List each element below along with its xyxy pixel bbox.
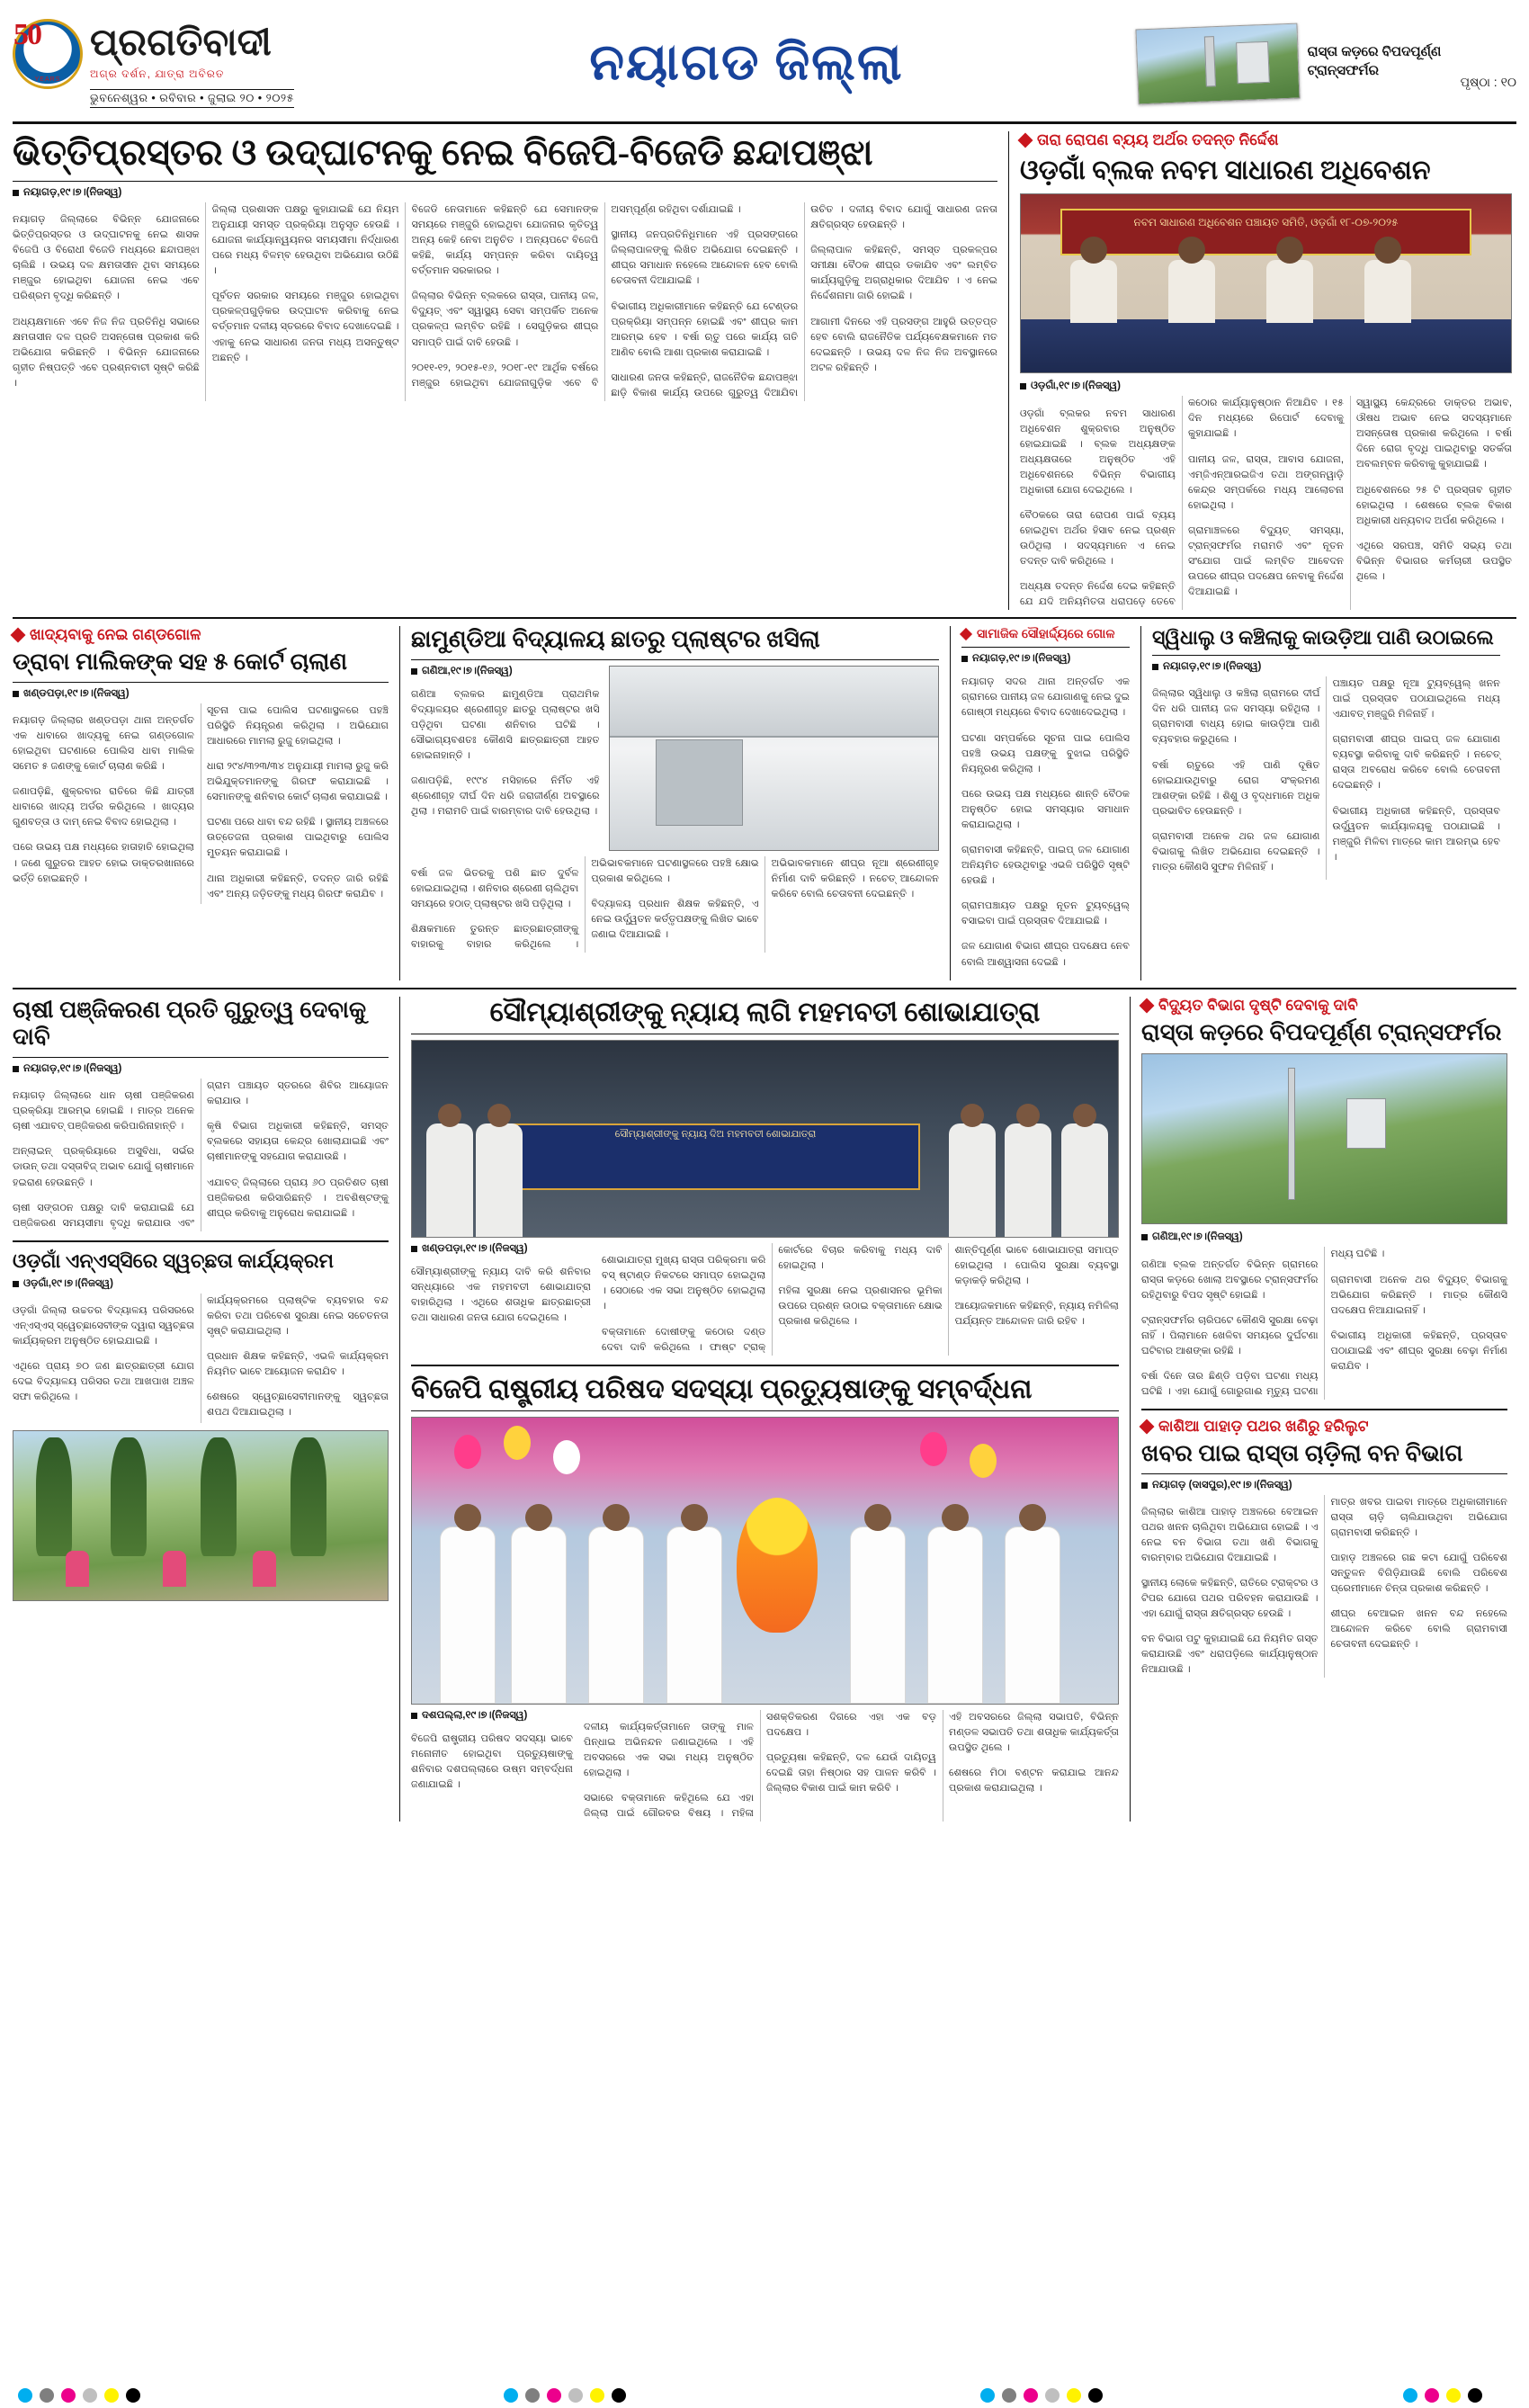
byline-bullet-icon	[13, 1281, 19, 1287]
paragraph: ଜଣାପଡ଼ିଛି, ୧୯୯୪ ମସିହାରେ ନିର୍ମିତ ଏହି ଶ୍ରେଣୀଗୃହ ଦୀର୍ଘ ଦିନ ଧରି ଜରାଜୀର୍ଣ୍ଣ ଅବସ୍ଥାରେ ଥିଲା । ମରାମତି ପାଇଁ ବାରମ୍ବାର ଦାବି ହେଉଥିଲା ।	[411, 775, 600, 818]
photo-person	[1266, 260, 1313, 323]
paragraph: ଧାରା ୨୯୪/୩୨୩/୩୪ ଅନୁଯାୟୀ ମାମଲା ରୁଜୁ କରି ଅଭିଯୁକ୍ତମାନଙ୍କୁ ଗିରଫ କରାଯାଇଛି । ସେମାନଙ୍କୁ ଶନିବାର କୋର୍ଟ ଚାଲାଣ କରାଯାଇଛି ।	[207, 761, 389, 803]
paragraph: ଏଯାବତ୍ ଜିଲ୍ଲାରେ ପ୍ରାୟ ୬୦ ପ୍ରତିଶତ ଚାଷୀ ପଞ୍ଜିକରଣ କରିସାରିଛନ୍ତି । ଅବଶିଷ୍ଟଙ୍କୁ ଶୀଘ୍ର କରିବାକୁ ଅନୁରୋଧ କରାଯାଇଛି ।	[207, 1177, 389, 1219]
rally-body	[602, 1243, 1119, 1355]
paragraph: ବକ୍ତାମାନେ ଦୋଷୀଙ୍କୁ କଠୋର ଦଣ୍ଡ ଦେବା ଦାବି କରିଥିଲେ । ଫାଷ୍ଟ ଟ୍ରାକ୍ କୋର୍ଟରେ ବିଚାର କରିବାକୁ ମଧ୍ୟ ଦାବି ହୋଇଥିଲା ।	[602, 1245, 943, 1353]
byline-bullet-icon	[1152, 664, 1158, 670]
plaster-body	[411, 856, 939, 953]
lead-body	[13, 202, 997, 401]
nss-story	[13, 1249, 389, 1601]
byline-bullet-icon	[1020, 383, 1026, 389]
forest-byline-text: ନୟାଗଡ଼ (ଦାସପୁର),୧୯।୭।(ନିଜସ୍ୱ)	[1152, 1479, 1292, 1490]
nss-photo	[13, 1430, 389, 1601]
water-kicker-text: ସାମାଜିକ ସୌହାର୍ଦ୍ଦ୍ୟରେ ଗୋଳ	[977, 626, 1115, 641]
forest-byline	[1141, 1480, 1507, 1491]
transformer-kicker	[1141, 997, 1507, 1015]
top-band	[13, 131, 1516, 610]
lead-byline-text: ନୟାଗଡ଼,୧୯।୭।(ନିଜସ୍ୱ)	[23, 187, 122, 199]
paragraph: ବିଜେଡି ନେତାମାନେ କହିଛନ୍ତି ଯେ ସେମାନଙ୍କ ସମୟରେ ମଞ୍ଜୁରି ହୋଇଥିବା ଯୋଜନାର କୃତିତ୍ୱ ଅନ୍ୟ କେହି ନେବା ଅନୁଚିତ । ଅନ୍ୟପଟେ ବିଜେପି କହିଛି, କାର୍ଯ୍ୟ ସମ୍ପନ୍ନ କରିବା ଦାୟିତ୍ୱ ବର୍ତ୍ତମାନ ସରକାରର ।	[411, 204, 599, 277]
paragraph: ବର୍ଷା ଦିନେ ତାର ଛିଣ୍ଡି ପଡ଼ିବା ଘଟଣା ମଧ୍ୟ ଘଟିଛି । ଏହା ଯୋଗୁଁ ଗୋରୁଗାଈ ମୃତ୍ୟୁ ଘଟଣା ମଧ୍ୟ ଘଟିଛି ।	[1141, 1249, 1385, 1398]
byline-bullet-icon	[411, 1246, 417, 1252]
felicitation-byline-text: ଦଶପଲ୍ଲା,୧୯।୭।(ନିଜସ୍ୱ)	[422, 1709, 528, 1721]
paragraph: ଗ୍ରାମବାସୀ ଶୀଘ୍ର ପାଇପ୍ ଜଳ ଯୋଗାଣ ବ୍ୟବସ୍ଥା କରିବାକୁ ଦାବି କରିଛନ୍ତି । ନଚେତ୍ ରାସ୍ତା ଅବରୋଧ କରିବେ ବୋଲି ଚେତାବନୀ ଦେଇଛନ୍ତି ।	[1332, 734, 1500, 792]
paragraph: ବିଦ୍ୟାଳୟ ପ୍ରଧାନ ଶିକ୍ଷକ କହିଛନ୍ତି, ଏ ନେଇ ଉର୍ଦ୍ଧ୍ୱତନ କର୍ତ୍ତୃପକ୍ଷଙ୍କୁ ଲିଖିତ ଭାବେ ଜଣାଇ ଦିଆଯାଇଛି ।	[591, 899, 759, 941]
court-byline	[13, 688, 389, 700]
center-stack	[399, 997, 1119, 1822]
paragraph: ବୈଠକରେ ତାରା ରୋପଣ ପାଇଁ ବ୍ୟୟ ହୋଇଥିବା ଅର୍ଥର ହିସାବ ନେଇ ପ୍ରଶ୍ନ ଉଠିଥିଲା । ସଦସ୍ୟମାନେ ଏ ନେଇ ତଦନ୍ତ ଦାବି କରିଥିଲେ ।	[1020, 509, 1176, 567]
brand-block	[90, 19, 294, 108]
felicitation-body-left	[411, 1732, 573, 1793]
pipe-headline: ସ୍ୱିଧାଲୁ ଓ କଞ୍ଚିଲାକୁ କାଉଡ଼ିଆ ପାଣି ଉଠାଇଲେ	[1152, 626, 1494, 649]
paragraph: ଶିକ୍ଷକମାନେ ତୁରନ୍ତ ଛାତ୍ରଛାତ୍ରୀଙ୍କୁ ବାହାରକୁ ବାହାର କରିଥିଲେ । ଅଭିଭାବକମାନେ ଘଟଣାସ୍ଥଳରେ ପହଞ୍ଚି କ୍ଷୋଭ ପ୍ରକାଶ କରିଥିଲେ ।	[411, 857, 759, 951]
paragraph: ବନ ବିଭାଗ ପଟୁ କୁହାଯାଇଛି ଯେ ନିୟମିତ ଗସ୍ତ କରାଯାଉଛି ଏବଂ ଧରାପଡ଼ିଲେ କାର୍ଯ୍ୟାନୁଷ୍ଠାନ ନିଆଯାଉଛି ।	[1141, 1634, 1319, 1676]
paragraph: ମାତ୍ର ଖବର ପାଇବା ମାତ୍ରେ ଅଧିକାରୀମାନେ ରାସ୍ତା ଚାଡ଼ି ଚାଲିଯାଉଥିବା ଅଭିଯୋଗ ଗ୍ରାମବାସୀ କରିଛନ୍ତି ।	[1330, 1496, 1507, 1538]
paragraph: ଅଧ୍ୟକ୍ଷ ତଦନ୍ତ ନିର୍ଦ୍ଦେଶ ଦେଇ କହିଛନ୍ତି ଯେ ଯଦି ଅନିୟମିତତା ଧରାପଡ଼େ ତେବେ କଠୋର କାର୍ଯ୍ୟାନୁଷ୍ଠାନ ନିଆଯିବ । ୧୫ ଦିନ ମଧ୍ୟରେ ରିପୋର୍ଟ ଦେବାକୁ କୁହାଯାଇଛି ।	[1020, 398, 1344, 608]
transformer-story	[1141, 997, 1507, 1400]
court-byline-text: ଖଣ୍ଡପଡ଼ା,୧୯।୭।(ନିଜସ୍ୱ)	[23, 687, 130, 699]
paragraph: ନୟାଗଡ଼ ଜିଲ୍ଲାର ଖଣ୍ଡପଡ଼ା ଥାନା ଅନ୍ତର୍ଗତ ଏକ ଧାବାରେ ଖାଦ୍ୟକୁ ନେଇ ଗଣ୍ଡଗୋଳ ହୋଇଥିବା ଘଟଣାରେ ପୋଲିସ ଧାବା ମାଲିକ ସମେତ ୫ ଜଣଙ୍କୁ କୋର୍ଟ ଚାଲାଣ କରିଛି ।	[13, 715, 194, 773]
paragraph: ଗ୍ରାମବାସୀ ଅନେକ ଥର ଜଳ ଯୋଗାଣ ବିଭାଗକୁ ଲିଖିତ ଅଭିଯୋଗ ଦେଇଛନ୍ତି । ମାତ୍ର କୌଣସି ସୁଫଳ ମିଳିନାହିଁ ।	[1152, 830, 1320, 873]
masthead-photo	[1135, 22, 1300, 104]
panchayat-kicker	[1020, 131, 1512, 149]
paragraph: ଅନ୍‌ଲାଇନ୍ ପ୍ରକ୍ରିୟାରେ ଅସୁବିଧା, ସର୍ଭର ଡାଉନ୍ ତଥା ଦସ୍ତାବିଜ୍ ଅଭାବ ଯୋଗୁଁ ଚାଷୀମାନେ ହଇରାଣ ହେଉଛନ୍ତି ।	[13, 1146, 194, 1188]
paragraph: ପୂର୍ବତନ ସରକାର ସମୟରେ ମଞ୍ଜୁର ହୋଇଥିବା ପ୍ରକଳ୍ପଗୁଡ଼ିକର ଉଦ୍‌ଘାଟନ କରିବାକୁ ନେଇ ବର୍ତ୍ତମାନ ଦଳୀୟ ସ୍ତରରେ ବିବାଦ ଦେଖାଦେଇଛି । ଏହାକୁ ନେଇ ସାଧାରଣ ଜନତା ମଧ୍ୟ ଅସନ୍ତୁଷ୍ଟ ଅଛନ୍ତି ।	[211, 291, 399, 363]
paragraph: ଶୋଭାଯାତ୍ରା ମୁଖ୍ୟ ରାସ୍ତା ପରିକ୍ରମା କରି ବସ୍ ଷ୍ଟାଣ୍ଡ ନିକଟରେ ସମାପ୍ତ ହୋଇଥିଲା । ସେଠାରେ ଏକ ସଭା ଅନୁଷ୍ଠିତ ହୋଇଥିଲା ।	[602, 1255, 766, 1312]
rally-body-left	[411, 1265, 591, 1326]
plaster-byline	[411, 666, 600, 677]
court-headline: ଡ୍ରାବା ମାଲିକଙ୍କ ସହ ୫ କୋର୍ଟ ଚାଲାଣ	[13, 649, 348, 676]
paragraph: ସ୍ଥାନୀୟ ଲୋକେ କହିଛନ୍ତି, ରାତିରେ ଟ୍ରାକ୍ଟର ଓ ଟିପର ଯୋଗେ ପଥର ପରିବହନ କରାଯାଉଛି । ଏହା ଯୋଗୁଁ ରାସ୍ତା କ୍ଷତିଗ୍ରସ୍ତ ହେଉଛି ।	[1141, 1578, 1319, 1620]
paragraph: ସାଧାରଣ ଜନତା କହିଛନ୍ତି, ରାଜନୈତିକ ଛନ୍ଦାପଞ୍ଝା ଛାଡ଼ି ବିକାଶ କାର୍ଯ୍ୟ ଉପରେ ଗୁରୁତ୍ୱ ଦିଆଯିବା ଉଚିତ । ଦଳୀୟ ବିବାଦ ଯୋଗୁଁ ସାଧାରଣ ଜନତା କ୍ଷତିଗ୍ରସ୍ତ ହେଉଛନ୍ତି ।	[611, 204, 997, 398]
paragraph: ଅଧ୍ୟକ୍ଷମାନେ ଏବେ ନିଜ ନିଜ ପ୍ରତିନିଧି ସଭାରେ କ୍ଷମତାସୀନ ଦଳ ପ୍ରତି ଅସନ୍ତୋଷ ପ୍ରକାଶ କରି ଅଭିଯୋଗ କରିଛନ୍ତି । ବିଭିନ୍ନ ଯୋଜନାରେ ଗୃହୀତ ନିଷ୍ପତ୍ତି ଏବେ ପ୍ରଶ୍ନବାଚୀ ସୃଷ୍ଟି କରିଛି ।	[13, 316, 200, 389]
paragraph: ଜିଲ୍ଲା ପ୍ରଶାସନ ପକ୍ଷରୁ କୁହାଯାଇଛି ଯେ ନିୟମ ଅନୁଯାୟୀ ସମସ୍ତ ପ୍ରକ୍ରିୟା ଅନୁସୃତ ହେଉଛି । ଯୋଜନା କାର୍ଯ୍ୟାନ୍ୱୟନର ସମୟସୀମା ନିର୍ଦ୍ଧାରଣ ପରେ ମଧ୍ୟ ବିଳମ୍ବ ହେଉଥିବା ଅଭିଯୋଗ ଉଠିଛି ।	[211, 204, 399, 277]
rally-headline: ସୌମ୍ୟାଶ୍ରୀଙ୍କୁ ନ୍ୟାୟ ଲାଗି ମହମବତୀ ଶୋଭାଯାତ୍ରା	[489, 997, 1041, 1027]
paragraph: ସଭାରେ ବକ୍ତାମାନେ କହିଥିଲେ ଯେ ଏହା ଜିଲ୍ଲା ପାଇଁ ଗୌରବର ବିଷୟ । ମହିଳା ସଶକ୍ତିକରଣ ଦିଗରେ ଏହା ଏକ ବଡ଼ ପଦକ୍ଷେପ ।	[584, 1711, 936, 1820]
plaster-body-left	[411, 687, 600, 819]
left-stack	[13, 997, 389, 1822]
paragraph: ନୟାଗଡ଼ ଜିଲ୍ଲାରେ ବିଭିନ୍ନ ଯୋଜନାରେ ଭିତ୍ତିପ୍ରସ୍ତର ଓ ଉଦ୍‌ଘାଟନକୁ ନେଇ ଶାସକ ବିଜେପି ଓ ବିରୋଧୀ ବିଜେଡି ମଧ୍ୟରେ ଛନ୍ଦାପଞ୍ଝା ଚାଲିଛି । ଉଭୟ ଦଳ କ୍ଷମତାସୀନ ଥିବା ସମୟରେ ମଞ୍ଜୁର ହୋଇଥିବା ଯୋଜନା ନେଇ ଏବେ ପରିଶ୍ରମ ବୃଦ୍ଧି କରିଛନ୍ତି ।	[13, 214, 200, 302]
paragraph: ଏହି ଅବସରରେ ଜିଲ୍ଲା ସଭାପତି, ବିଭିନ୍ନ ମଣ୍ଡଳ ସଭାପତି ତଥା ଶତାଧିକ କାର୍ଯ୍ୟକର୍ତ୍ତା ଉପସ୍ଥିତ ଥିଲେ ।	[949, 1711, 1119, 1753]
district-title: ନୟାଗଡ ଜିଲ୍ଲା	[589, 35, 904, 92]
paragraph: ବିଭାଗୀୟ ଅଧିକାରୀମାନେ କହିଛନ୍ତି ଯେ ଟେଣ୍ଡର ପ୍ରକ୍ରିୟା ସମ୍ପନ୍ନ ହୋଇଛି ଏବଂ ଶୀଘ୍ର କାମ ଆରମ୍ଭ ହେବ । ବର୍ଷା ଋତୁ ପରେ କାର୍ଯ୍ୟ ଗତି ଆଣିବ ବୋଲି ଆଶା ପ୍ରକାଶ କରାଯାଇଛି ।	[611, 300, 799, 358]
paragraph: ବର୍ଷା ଜଳ ଭିତରକୁ ପଶି ଛାତ ଦୁର୍ବଳ ହୋଇଯାଇଥିଲା । ଶନିବାର ଶ୍ରେଣୀ ଚାଲିଥିବା ସମୟରେ ହଠାତ୍ ପ୍ଲାଷ୍ଟର ଖସି ପଡ଼ିଥିଲା ।	[411, 868, 579, 910]
right-stack	[1130, 997, 1507, 1822]
paragraph: ଜଳ ଯୋଗାଣ ବିଭାଗ ଶୀଘ୍ର ପଦକ୍ଷେପ ନେବ ବୋଲି ଆଶ୍ୱାସନା ଦେଇଛି ।	[961, 941, 1130, 968]
panchayat-body	[1020, 396, 1512, 610]
felicitation-photo	[411, 1417, 1119, 1705]
transformer-byline-text: ଗଣିଆ,୧୯।୭।(ନିଜସ୍ୱ)	[1152, 1231, 1243, 1243]
paragraph: ବିଜେପି ରାଷ୍ଟ୍ରୀୟ ପରିଷଦ ସଦସ୍ୟା ଭାବେ ମନୋନୀତ ହୋଇଥିବା ପ୍ରତ୍ୟୁଷାଙ୍କୁ ଶନିବାର ଦଶପଲ୍ଲାରେ ଉଷ୍ମ ସମ୍ବର୍ଦ୍ଧନା ଜଣାଯାଇଛି ।	[411, 1733, 573, 1791]
logo-years-number: 50	[13, 18, 40, 51]
panchayat-photo	[1020, 193, 1512, 373]
paragraph: ଗ୍ରାମବାସୀ କହିଛନ୍ତି, ପାଇପ୍ ଜଳ ଯୋଗାଣ ଅନିୟମିତ ହେଉଥିବାରୁ ଏଭଳି ପରିସ୍ଥିତି ସୃଷ୍ଟି ହେଉଛି ।	[961, 845, 1130, 887]
panchayat-kicker-text: ତାରା ରୋପଣ ବ୍ୟୟ ଅର୍ଥର ତଦନ୍ତ ନିର୍ଦ୍ଦେଶ	[1037, 131, 1279, 148]
paragraph: ପରେ ଉଭୟ ପକ୍ଷ ମଧ୍ୟରେ ଶାନ୍ତି ବୈଠକ ଅନୁଷ୍ଠିତ ହୋଇ ସମସ୍ୟାର ସମାଧାନ କରାଯାଇଥିଲା ।	[961, 788, 1130, 830]
lead-story	[13, 131, 997, 610]
paragraph: ଗଣିଆ ବ୍ଲକ ଅନ୍ତର୍ଗତ ବିଭିନ୍ନ ଗ୍ରାମରେ ରାସ୍ତା କଡ଼ରେ ଖୋଲା ଅବସ୍ଥାରେ ଟ୍ରାନ୍ସଫର୍ମର ରହିଥିବାରୁ ବିପଦ ସୃଷ୍ଟି ହୋଇଛି ।	[1141, 1258, 1319, 1301]
byline-bullet-icon	[411, 668, 417, 675]
photo-person	[1070, 260, 1117, 323]
paragraph: ଗ୍ରାମପଞ୍ଚାୟତ ପକ୍ଷରୁ ନୂତନ ଟ୍ୟୁବ୍‌ୱେଲ୍ ବସାଇବା ପାଇଁ ପ୍ରସ୍ତାବ ଦିଆଯାଇଛି ।	[961, 900, 1130, 927]
panchayat-photo-banner-text: ନବମ ସାଧାରଣ ଅଧିବେଶନ ପଞ୍ଚାୟତ ସମିତି, ଓଡ଼ଗାଁ ୧୮-୦୭-୨୦୨୫	[1060, 209, 1472, 255]
panchayat-byline-text: ଓଡ଼ଗାଁ,୧୯।୭।(ନିଜସ୍ୱ)	[1031, 380, 1121, 392]
forest-story	[1141, 1418, 1507, 1678]
paragraph: ବର୍ଷା ଋତୁରେ ଏହି ପାଣି ଦୂଷିତ ହୋଇଯାଉଥିବାରୁ ରୋଗ ସଂକ୍ରମଣ ଆଶଙ୍କା ରହିଛି । ଶିଶୁ ଓ ବୃଦ୍ଧମାନେ ଅଧିକ ପ୍ରଭାବିତ ହେଉଛନ୍ତି ।	[1152, 759, 1320, 817]
paragraph: ଅଧିବେଶନରେ ୨୫ ଟି ପ୍ରସ୍ତାବ ଗୃହୀତ ହୋଇଥିଲା । ଶେଷରେ ବ୍ଲକ ବିକାଶ ଅଧିକାରୀ ଧନ୍ୟବାଦ ଅର୍ପଣ କରିଥିଲେ ।	[1356, 484, 1512, 526]
paragraph: ଜଣାପଡ଼ିଛି, ଶୁକ୍ରବାର ରାତିରେ କିଛି ଯାତ୍ରୀ ଧାବାରେ ଖାଦ୍ୟ ଅର୍ଡର କରିଥିଲେ । ଖାଦ୍ୟର ଗୁଣବତ୍ତା ଓ ଦାମ୍ ନେଇ ବିବାଦ ହୋଇଥିଲା ।	[13, 786, 194, 828]
paragraph: ଜିଲ୍ଲାର ସ୍ୱିଧାଲୁ ଓ କଞ୍ଚିଲା ଗ୍ରାମରେ ଦୀର୍ଘ ଦିନ ଧରି ପାନୀୟ ଜଳ ସମସ୍ୟା ରହିଥିଲା । ଗ୍ରାମବାସୀ ବାଧ୍ୟ ହୋଇ କାଉଡ଼ିଆ ପାଣି ବ୍ୟବହାର କରୁଥିଲେ ।	[1152, 688, 1320, 746]
paragraph: କାର୍ଯ୍ୟକ୍ରମରେ ପ୍ଲାଷ୍ଟିକ ବ୍ୟବହାର ବନ୍ଦ କରିବା ତଥା ପରିବେଶ ସୁରକ୍ଷା ନେଇ ସଚେତନତା ସୃଷ୍ଟି କରାଯାଇଥିଲା ।	[207, 1294, 389, 1337]
diamond-bullet-icon	[11, 628, 26, 643]
paragraph: ପ୍ରତ୍ୟୁଷା କହିଛନ୍ତି, ଦଳ ଯେଉଁ ଦାୟିତ୍ୱ ଦେଇଛି ତାହା ନିଷ୍ଠାର ସହ ପାଳନ କରିବି । ଜିଲ୍ଲାର ବିକାଶ ପାଇଁ କାମ କରିବି ।	[766, 1752, 936, 1795]
paragraph: ସୂଚନା ପାଇ ପୋଲିସ ଘଟଣାସ୍ଥଳରେ ପହଞ୍ଚି ପରିସ୍ଥିତି ନିୟନ୍ତ୍ରଣ କରିଥିଲା । ଅଭିଯୋଗ ଆଧାରରେ ମାମଲା ରୁଜୁ ହୋଇଥିଲା ।	[207, 704, 389, 747]
lead-headline: ଭିତ୍ତିପ୍ରସ୍ତର ଓ ଉଦ୍‌ଘାଟନକୁ ନେଇ ବିଜେପି-ବିଜେଡି ଛନ୍ଦାପଞ୍ଝା	[13, 132, 873, 173]
transformer-photo	[1141, 1053, 1507, 1224]
panchayat-headline: ଓଡ଼ଗାଁ ବ୍ଲକ ନବମ ସାଧାରଣ ଅଧିବେଶନ	[1020, 156, 1431, 185]
water-body	[961, 675, 1130, 970]
rally-banner-text: ସୌମ୍ୟାଶ୍ରୀଙ୍କୁ ନ୍ୟାୟ ଦିଅ ମହମବତୀ ଶୋଭାଯାତ୍ରା	[511, 1123, 920, 1190]
court-kicker	[13, 626, 389, 644]
anniversary-logo-icon	[13, 19, 83, 89]
forest-kicker-text: କାଶିଆ ପାହାଡ଼ ପଥର ଖଣିରୁ ହରିଲୁଟ	[1158, 1418, 1369, 1436]
water-story	[950, 626, 1130, 980]
paragraph: ବିଭାଗୀୟ ଅଧିକାରୀ କହିଛନ୍ତି, ପ୍ରସ୍ତାବ ପଠାଯାଇଛି ଏବଂ ଶୀଘ୍ର ସୁରକ୍ଷା ବେଢ଼ା ନିର୍ମାଣ କରାଯିବ ।	[1330, 1329, 1507, 1372]
diamond-bullet-icon	[960, 628, 972, 640]
transformer-body	[1141, 1247, 1507, 1400]
paragraph: ୨୦୧୧-୧୨, ୨୦୧୫-୧୬, ୨୦୧୮-୧୯ ଆର୍ଥିକ ବର୍ଷରେ ମଞ୍ଜୁର ହୋଇଥିବା ଯୋଜନାଗୁଡ଼ିକ ଏବେ ବି ଅସମ୍ପୂର୍ଣ୍ଣ ରହିଥିବା ଦର୍ଶାଯାଇଛି ।	[411, 204, 741, 389]
forest-headline: ଖବର ପାଇ ରାସ୍ତା ଚାଡ଼ିଲା ବନ ବିଭାଗ	[1141, 1440, 1463, 1467]
middle-band	[13, 626, 1516, 980]
masthead	[13, 9, 1516, 124]
diamond-bullet-icon	[1018, 133, 1033, 148]
edition-line: ଭୁବନେଶ୍ୱର • ରବିବାର • ଜୁଲାଇ ୨୦ • ୨୦୨୫	[90, 89, 294, 108]
felicitation-headline: ବିଜେପି ରାଷ୍ଟ୍ରୀୟ ପରିଷଦ ସଦସ୍ୟା ପ୍ରତ୍ୟୁଷାଙ୍କୁ ସମ୍ବର୍ଦ୍ଧନା	[411, 1374, 1033, 1404]
paragraph: ଏଥିରେ ସରପଞ୍ଚ, ସମିତି ସଭ୍ୟ ତଥା ବିଭିନ୍ନ ବିଭାଗର କର୍ମଚାରୀ ଉପସ୍ଥିତ ଥିଲେ ।	[1356, 540, 1512, 582]
byline-bullet-icon	[13, 691, 19, 697]
page-number: ପୃଷ୍ଠା : ୧୦	[1460, 74, 1516, 89]
paragraph: ଶେଷରେ ସ୍ୱେଚ୍ଛାସେବୀମାନଙ୍କୁ ସ୍ୱଚ୍ଛତା ଶପଥ ଦିଆଯାଇଥିଲା ।	[207, 1392, 389, 1419]
registration-story	[13, 997, 389, 1231]
paragraph: ଶାନ୍ତିପୂର୍ଣ୍ଣ ଭାବେ ଶୋଭାଯାତ୍ରା ସମାପ୍ତ ହୋଇଥିଲା । ପୋଲିସ ସୁରକ୍ଷା ବ୍ୟବସ୍ଥା କଡ଼ାକଡ଼ି କରିଥିଲା ।	[954, 1245, 1119, 1287]
pipe-story	[1140, 626, 1500, 980]
paragraph: ଜିଲ୍ଲାର ବିଭିନ୍ନ ବ୍ଲକରେ ରାସ୍ତା, ପାନୀୟ ଜଳ, ବିଦ୍ୟୁତ୍ ଏବଂ ସ୍ୱାସ୍ଥ୍ୟ ସେବା ସମ୍ପର୍କିତ ଅନେକ ପ୍ରକଳ୍ପ ଲମ୍ବିତ ରହିଛି । ସେଗୁଡ଼ିକର ଶୀଘ୍ର ସମାପ୍ତି ପାଇଁ ଦାବି ହେଉଛି ।	[411, 291, 599, 348]
byline-bullet-icon	[1141, 1482, 1148, 1489]
photo-person	[1364, 260, 1411, 323]
lower-band	[13, 997, 1516, 1822]
paragraph: ଘଟଣା ପରେ ଧାବା ବନ୍ଦ ରହିଛି । ସ୍ଥାନୀୟ ଅଞ୍ଚଳରେ ଉତ୍ତେଜନା ପ୍ରକାଶ ପାଇଥିବାରୁ ପୋଲିସ ମୁତୟନ କରାଯାଇଛି ।	[207, 817, 389, 859]
paragraph: ମହିଳା ସୁରକ୍ଷା ନେଇ ପ୍ରଶାସନର ଭୂମିକା ଉପରେ ପ୍ରଶ୍ନ ଉଠାଇ ବକ୍ତାମାନେ କ୍ଷୋଭ ପ୍ରକାଶ କରିଥିଲେ ।	[778, 1285, 943, 1328]
paragraph: ଜିଲ୍ଲାର କାଶିଆ ପାହାଡ଼ ଅଞ୍ଚଳରେ ବେଆଇନ ପଥର ଖନନ ଚାଲିଥିବା ଅଭିଯୋଗ ହୋଇଛି । ଏ ନେଇ ବନ ବିଭାଗ ତଥା ଖଣି ବିଭାଗକୁ ବାରମ୍ବାର ଅଭିଯୋଗ ଦିଆଯାଇଛି ।	[1141, 1506, 1319, 1563]
court-kicker-text: ଖାଦ୍ୟବାକୁ ନେଇ ଗଣ୍ଡଗୋଳ	[30, 626, 201, 644]
plaster-headline: ଛାମୁଣ୍ଡିଆ ବିଦ୍ୟାଳୟ ଛାତରୁ ପ୍ଲାଷ୍ଟର ଖସିଲା	[411, 626, 820, 653]
paragraph: ନୟାଗଡ଼ ସଦର ଥାନା ଅନ୍ତର୍ଗତ ଏକ ଗ୍ରାମରେ ପାନୀୟ ଜଳ ଯୋଗାଣକୁ ନେଇ ଦୁଇ ଗୋଷ୍ଠୀ ମଧ୍ୟରେ ବିବାଦ ଦେଖାଦେଇଥିଲା ।	[961, 676, 1130, 719]
felicitation-body	[584, 1710, 1119, 1822]
byline-bullet-icon	[1141, 1234, 1148, 1240]
pipe-byline	[1152, 661, 1500, 673]
panchayat-story	[1008, 131, 1512, 610]
byline-bullet-icon	[411, 1713, 417, 1719]
paragraph: ଶୀଘ୍ର ବେଆଇନ ଖନନ ବନ୍ଦ ନହେଲେ ଆନ୍ଦୋଳନ କରିବେ ବୋଲି ଗ୍ରାମବାସୀ ଚେତାବନୀ ଦେଇଛନ୍ତି ।	[1330, 1608, 1507, 1651]
paragraph: କୃଷି ବିଭାଗ ଅଧିକାରୀ କହିଛନ୍ତି, ସମସ୍ତ ବ୍ଲକରେ ସହାୟତା କେନ୍ଦ୍ର ଖୋଲାଯାଇଛି ଏବଂ ଚାଷୀମାନଙ୍କୁ ସହଯୋଗ କରାଯାଉଛି ।	[207, 1121, 389, 1163]
paragraph: ପାହାଡ଼ ଅଞ୍ଚଳରେ ଗଛ କଟା ଯୋଗୁଁ ପରିବେଶ ସନ୍ତୁଳନ ବିଗିଡ଼ିଯାଉଛି ବୋଲି ପରିବେଶ ପ୍ରେମୀମାନେ ଚିନ୍ତା ପ୍ରକାଶ କରିଛନ୍ତି ।	[1330, 1552, 1507, 1594]
rally-byline	[411, 1243, 591, 1255]
paragraph: ଓଡ଼ଗାଁ ବ୍ଲକର ନବମ ସାଧାରଣ ଅଧିବେଶନ ଶୁକ୍ରବାର ଅନୁଷ୍ଠିତ ହୋଇଯାଇଛି । ବ୍ଲକ ଅଧ୍ୟକ୍ଷଙ୍କ ଅଧ୍ୟକ୍ଷତାରେ ଅନୁଷ୍ଠିତ ଏହି ଅଧିବେଶନରେ ବିଭିନ୍ନ ବିଭାଗୀୟ ଅଧିକାରୀ ଯୋଗ ଦେଇଥିଲେ ।	[1020, 407, 1176, 496]
logo-years-label: YEARS	[34, 76, 61, 83]
water-byline-text: ନୟାଗଡ଼,୧୯।୭।(ନିଜସ୍ୱ)	[972, 653, 1071, 665]
rally-photo	[411, 1040, 1119, 1238]
plaster-photo	[609, 666, 939, 851]
masthead-center	[399, 37, 1094, 90]
paragraph: ଏଥିରେ ପ୍ରାୟ ୭୦ ଜଣ ଛାତ୍ରଛାତ୍ରୀ ଯୋଗ ଦେଇ ବିଦ୍ୟାଳୟ ପରିସର ତଥା ଆଖପାଖ ଅଞ୍ଚଳ ସଫା କରିଥିଲେ ।	[13, 1361, 194, 1403]
paragraph: ପଞ୍ଚାୟତ ପକ୍ଷରୁ ନୂଆ ଟ୍ୟୁବ୍‌ୱେଲ୍ ଖନନ ପାଇଁ ପ୍ରସ୍ତାବ ପଠାଯାଇଥିଲେ ମଧ୍ୟ ଏଯାବତ୍ ମଞ୍ଜୁରି ମିଳିନାହିଁ ।	[1332, 678, 1500, 721]
diamond-bullet-icon	[1140, 998, 1155, 1013]
paragraph: ଆୟୋଜକମାନେ କହିଛନ୍ତି, ନ୍ୟାୟ ନମିଳିଲା ପର୍ଯ୍ୟନ୍ତ ଆନ୍ଦୋଳନ ଜାରି ରହିବ ।	[954, 1301, 1119, 1328]
felicitation-byline	[411, 1710, 573, 1722]
paragraph: ଚାଷୀ ସଙ୍ଗଠନ ପକ୍ଷରୁ ଦାବି କରାଯାଇଛି ଯେ ପଞ୍ଜିକରଣ ସମୟସୀମା ବୃଦ୍ଧି କରାଯାଉ ଏବଂ ଗ୍ରାମ ପଞ୍ଚାୟତ ସ୍ତରରେ ଶିବିର ଆୟୋଜନ କରାଯାଉ ।	[13, 1080, 389, 1229]
forest-body	[1141, 1495, 1507, 1678]
paragraph: ଥାନା ଅଧିକାରୀ କହିଛନ୍ତି, ତଦନ୍ତ ଜାରି ରହିଛି ଏବଂ ଅନ୍ୟ ଜଡ଼ିତଙ୍କୁ ମଧ୍ୟ ଗିରଫ କରାଯିବ ।	[207, 873, 389, 900]
byline-bullet-icon	[13, 190, 19, 196]
paragraph: ଘଟଣା ସମ୍ପର୍କରେ ସୂଚନା ପାଇ ପୋଲିସ ପହଞ୍ଚି ଉଭୟ ପକ୍ଷଙ୍କୁ ବୁଝାଇ ପରିସ୍ଥିତି ନିୟନ୍ତ୍ରଣ କରିଥିଲା ।	[961, 732, 1130, 774]
paragraph: ସ୍ଥାନୀୟ ଜନପ୍ରତିନିଧିମାନେ ଏହି ପ୍ରସଙ୍ଗରେ ଜିଲ୍ଲାପାଳଙ୍କୁ ଲିଖିତ ଅଭିଯୋଗ ଦେଇଛନ୍ତି । ଶୀଘ୍ର ସମାଧାନ ନହେଲେ ଆନ୍ଦୋଳନ ହେବ ବୋଲି ଚେତାବନୀ ଦିଆଯାଇଛି ।	[611, 229, 799, 287]
paragraph: ଅଭିଭାବକମାନେ ଶୀଘ୍ର ନୂଆ ଶ୍ରେଣୀଗୃହ ନିର୍ମାଣ ଦାବି କରିଛନ୍ତି । ନଚେତ୍ ଆନ୍ଦୋଳନ କରିବେ ବୋଲି ଚେତାବନୀ ଦେଇଛନ୍ତି ।	[771, 857, 939, 900]
transformer-byline	[1141, 1231, 1507, 1243]
byline-bullet-icon	[13, 1066, 19, 1072]
masthead-left	[13, 19, 399, 108]
paragraph: ଟ୍ରାନ୍ସଫର୍ମର ଚାରିପଟେ କୌଣସି ସୁରକ୍ଷା ବେଢ଼ା ନାହିଁ । ପିଲାମାନେ ଖେଳିବା ସମୟରେ ଦୁର୍ଘଟଣା ଘଟିବାର ଆଶଙ୍କା ରହିଛି ।	[1141, 1314, 1319, 1356]
pipe-byline-text: ନୟାଗଡ଼,୧୯।୭।(ନିଜସ୍ୱ)	[1163, 661, 1262, 673]
paragraph: ଶେଷରେ ମିଠା ବଣ୍ଟନ କରାଯାଇ ଆନନ୍ଦ ପ୍ରକାଶ କରାଯାଇଥିଲା ।	[949, 1768, 1119, 1795]
registration-body	[13, 1079, 389, 1231]
brand-name: ପ୍ରଗତିବାଦୀ	[90, 22, 272, 64]
paragraph: ପରେ ଉଭୟ ପକ୍ଷ ମଧ୍ୟରେ ହାତାହାତି ହୋଇଥିଲା । ଜଣେ ଗୁରୁତର ଆହତ ହୋଇ ଡାକ୍ତରଖାନାରେ ଭର୍ତ୍ତି ହୋଇଛନ୍ତି ।	[13, 842, 194, 884]
cmyk-registration-bar	[0, 2388, 1529, 2403]
nss-byline-text: ଓଡ଼ଗାଁ,୧୯।୭।(ନିଜସ୍ୱ)	[23, 1277, 113, 1289]
rally-byline-text: ଖଣ୍ଡପଡ଼ା,୧୯।୭।(ନିଜସ୍ୱ)	[422, 1243, 528, 1255]
diamond-bullet-icon	[1140, 1419, 1155, 1435]
photo-table	[1021, 319, 1511, 372]
paragraph: ଦଳୀୟ କାର୍ଯ୍ୟକର୍ତ୍ତାମାନେ ତାଙ୍କୁ ମାଳ ପିନ୍ଧାଇ ଅଭିନନ୍ଦନ ଜଣାଇଥିଲେ । ଏହି ଅବସରରେ ଏକ ସଭା ମଧ୍ୟ ଅନୁଷ୍ଠିତ ହୋଇଥିଲା ।	[584, 1722, 754, 1779]
registration-byline	[13, 1063, 389, 1075]
lead-byline	[13, 187, 997, 199]
paragraph: ଆଗାମୀ ଦିନରେ ଏହି ପ୍ରସଙ୍ଗ ଆହୁରି ଉତ୍ତପ୍ତ ହେବ ବୋଲି ରାଜନୈତିକ ପର୍ଯ୍ୟବେକ୍ଷକମାନେ ମତ ଦେଇଛନ୍ତି । ଉଭୟ ଦଳ ନିଜ ନିଜ ଅବସ୍ଥାନରେ ଅଟଳ ରହିଛନ୍ତି ।	[810, 316, 997, 373]
paragraph: ପାନୀୟ ଜଳ, ରାସ୍ତା, ଆବାସ ଯୋଜନା, ଏମ୍‌ଜିଏନ୍‌ଆରଇଜିଏ ତଥା ଅଙ୍ଗନୱାଡ଼ି କେନ୍ଦ୍ର ସମ୍ପର୍କରେ ମଧ୍ୟ ଆଲୋଚନା ହୋଇଥିଲା ।	[1188, 453, 1344, 511]
paragraph: ଜିଲ୍ଲାପାଳ କହିଛନ୍ତି, ସମସ୍ତ ପ୍ରକଳ୍ପର ସମୀକ୍ଷା ବୈଠକ ଶୀଘ୍ର ଡକାଯିବ ଏବଂ ଲମ୍ବିତ କାର୍ଯ୍ୟଗୁଡ଼ିକୁ ଅଗ୍ରାଧିକାର ଦିଆଯିବ । ଏ ନେଇ ନିର୍ଦ୍ଦେଶନାମା ଜାରି ହୋଇଛି ।	[810, 245, 997, 302]
paragraph: ଓଡ଼ଗାଁ ଜିଲ୍ଲା ଉଚ୍ଚତର ବିଦ୍ୟାଳୟ ପରିସରରେ ଏନ୍‌ଏସ୍‌ଏସ୍ ସ୍ୱେଚ୍ଛାସେବୀଙ୍କ ଦ୍ୱାରା ସ୍ୱଚ୍ଛତା କାର୍ଯ୍ୟକ୍ରମ ଅନୁଷ୍ଠିତ ହୋଇଯାଇଛି ।	[13, 1304, 194, 1347]
plaster-byline-text: ଗଣିଆ,୧୯।୭।(ନିଜସ୍ୱ)	[422, 665, 513, 676]
court-story	[13, 626, 389, 980]
transformer-kicker-text: ବିଦ୍ୟୁତ ବିଭାଗ ଦୃଷ୍ଟି ଦେବାକୁ ଦାବି	[1158, 996, 1358, 1014]
paragraph: ଗ୍ରାମାଞ୍ଚଳରେ ବିଦ୍ୟୁତ୍ ସମସ୍ୟା, ଟ୍ରାନ୍ସଫର୍ମର ମରାମତି ଏବଂ ନୂତନ ସଂଯୋଗ ପାଇଁ ଲମ୍ବିତ ଆବେଦନ ଉପରେ ଶୀଘ୍ର ପଦକ୍ଷେପ ନେବାକୁ ନିର୍ଦ୍ଦେଶ ଦିଆଯାଇଛି ।	[1188, 524, 1344, 597]
rally-story	[411, 997, 1119, 1356]
water-kicker	[961, 626, 1130, 641]
byline-bullet-icon	[961, 656, 968, 662]
forest-kicker	[1141, 1418, 1507, 1436]
water-byline	[961, 653, 1130, 665]
transformer-headline: ରାସ୍ତା କଡ଼ରେ ବିପଦପୂର୍ଣ୍ଣ ଟ୍ରାନ୍ସଫର୍ମର	[1141, 1018, 1502, 1045]
paragraph: ବିଭାଗୀୟ ଅଧିକାରୀ କହିଛନ୍ତି, ପ୍ରସ୍ତାବ ଉର୍ଦ୍ଧ୍ୱତନ କାର୍ଯ୍ୟାଳୟକୁ ପଠାଯାଇଛି । ମଞ୍ଜୁରି ମିଳିବା ମାତ୍ରେ କାମ ଆରମ୍ଭ ହେବ ।	[1332, 805, 1500, 863]
nss-byline	[13, 1278, 389, 1290]
paragraph: ପ୍ରଧାନ ଶିକ୍ଷକ କହିଛନ୍ତି, ଏଭଳି କାର୍ଯ୍ୟକ୍ରମ ନିୟମିତ ଭାବେ ଆୟୋଜନ କରାଯିବ ।	[207, 1350, 389, 1377]
masthead-photo-caption: ରାସ୍ତା କଡ଼ରେ ବିପଦପୂର୍ଣ୍ଣ ଟ୍ରାନ୍ସଫର୍ମର	[1307, 43, 1442, 78]
nss-headline: ଓଡ଼ଗାଁ ଏନ୍‌ଏସ୍‌ସିରେ ସ୍ୱଚ୍ଛତା କାର୍ଯ୍ୟକ୍ରମ	[13, 1249, 334, 1272]
registration-headline: ଚାଷୀ ପଞ୍ଜିକରଣ ପ୍ରତି ଗୁରୁତ୍ୱ ଦେବାକୁ ଦାବି	[13, 996, 367, 1051]
nss-body	[13, 1294, 389, 1423]
registration-byline-text: ନୟାଗଡ଼,୧୯।୭।(ନିଜସ୍ୱ)	[23, 1063, 122, 1075]
paragraph: ସୌମ୍ୟାଶ୍ରୀଙ୍କୁ ନ୍ୟାୟ ଦାବି କରି ଶନିବାର ସନ୍ଧ୍ୟାରେ ଏକ ମହମବତୀ ଶୋଭାଯାତ୍ରା ବାହାରିଥିଲା । ଏଥିରେ ଶତାଧିକ ଛାତ୍ରଛାତ୍ରୀ ତଥା ସାଧାରଣ ଜନତା ଯୋଗ ଦେଇଥିଲେ ।	[411, 1267, 591, 1324]
panchayat-byline	[1020, 380, 1512, 392]
paragraph: ଗ୍ରାମବାସୀ ଅନେକ ଥର ବିଦ୍ୟୁତ୍ ବିଭାଗକୁ ଅଭିଯୋଗ କରିଛନ୍ତି । ମାତ୍ର କୌଣସି ପଦକ୍ଷେପ ନିଆଯାଇନାହିଁ ।	[1330, 1274, 1507, 1316]
masthead-right	[1094, 26, 1516, 102]
paragraph: ଗଣିଆ ବ୍ଲକର ଛାମୁଣ୍ଡିଆ ପ୍ରାଥମିକ ବିଦ୍ୟାଳୟର ଶ୍ରେଣୀଗୃହ ଛାତରୁ ପ୍ଲାଷ୍ଟର ଖସି ପଡ଼ିଥିବା ଘଟଣା ଶନିବାର ଘଟିଛି । ସୌଭାଗ୍ୟବଶତଃ କୌଣସି ଛାତ୍ରଛାତ୍ରୀ ଆହତ ହୋଇନାହାନ୍ତି ।	[411, 689, 600, 762]
pipe-body	[1152, 676, 1500, 880]
paragraph: ନୟାଗଡ଼ ଜିଲ୍ଲାରେ ଧାନ ଚାଷୀ ପଞ୍ଜିକରଣ ପ୍ରକ୍ରିୟା ଆରମ୍ଭ ହୋଇଛି । ମାତ୍ର ଅନେକ ଚାଷୀ ଏଯାବତ୍ ପଞ୍ଜିକରଣ କରିପାରିନାହାନ୍ତି ।	[13, 1090, 194, 1132]
felicitation-story	[411, 1374, 1119, 1822]
court-body	[13, 703, 389, 904]
brand-subtitle: ଅଗ୍ର ଦର୍ଶନ, ଯାତ୍ରା ଅବିରତ	[90, 67, 225, 80]
paragraph: ସ୍ୱାସ୍ଥ୍ୟ କେନ୍ଦ୍ରରେ ଡାକ୍ତର ଅଭାବ, ଔଷଧ ଅଭାବ ନେଇ ସଦସ୍ୟମାନେ ଅସନ୍ତୋଷ ପ୍ରକାଶ କରିଥିଲେ । ବର୍ଷା ଦିନେ ରୋଗ ବୃଦ୍ଧି ପାଇଥିବାରୁ ସତର୍କତା ଅବଲମ୍ବନ କରିବାକୁ କୁହାଯାଇଛି ।	[1356, 398, 1512, 470]
photo-person	[1168, 260, 1215, 323]
plaster-story	[399, 626, 939, 980]
